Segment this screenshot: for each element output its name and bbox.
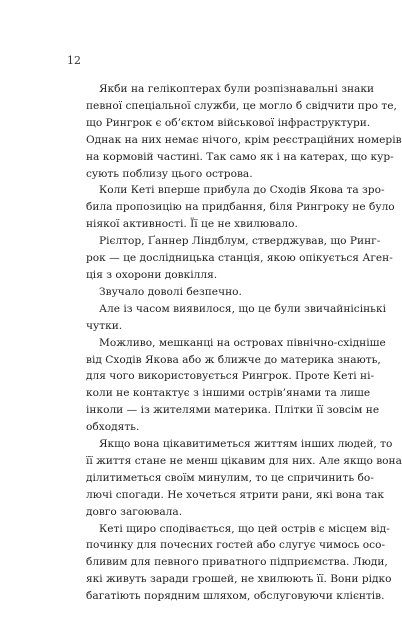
text-line: інколи — із жителями материка. Плітки її зовсім не: [86, 404, 380, 417]
paragraph: [86, 335, 386, 436]
text-line: чутки.: [86, 319, 123, 332]
text-line: Коли Кеті вперше прибула до Сходів Якова та зро-: [99, 184, 385, 197]
text-line: від Сходів Якова або ж ближче до материка знають,: [86, 353, 381, 366]
text-line: ніякої активності. Її це не хвилювало.: [86, 218, 298, 231]
text-line: рок — це дослідницька станція, якою опікується Аген-: [86, 252, 393, 265]
text-line: Якщо вона цікавитиметься життям інших людей, то: [99, 438, 393, 451]
paragraph: [86, 436, 402, 521]
text-line: Якби на гелікоптерах були розпізнавальні знаки: [99, 83, 375, 95]
text-line: била пропозицію на придбання, біля Рингроку не було: [86, 201, 395, 214]
text-line: коли не контактує з іншими острів’янами та лише: [86, 387, 371, 400]
text-line: які живуть заради грошей, не хвилюють її. Вони рідко: [86, 573, 392, 586]
paragraph: [86, 81, 402, 182]
text-line: починку для почесних гостей або слугує чимось осо-: [86, 539, 386, 552]
text-line: Однак на них немає нічого, крім реєстраційних номерів: [86, 133, 402, 146]
text-line: Кеті щиро сподівається, що цей острів є місцем від-: [99, 522, 390, 535]
text-line: Але із часом виявилося, що це були звичайнісінькі: [99, 302, 386, 315]
text-line: її життя стане не менш цікавим для них. Але якщо вона: [86, 454, 402, 467]
text-line: Рієлтор, Ґаннер Ліндблум, стверджував, що Ринг-: [99, 235, 381, 248]
paragraph: [86, 301, 386, 335]
body-text: [86, 81, 402, 605]
text-line: сують поблизу цього острова.: [86, 167, 253, 180]
text-line: Можливо, мешканці на островах північно-східніше: [99, 336, 386, 349]
text-line: певної спеціальної служби, це могло б свідчити про те,: [86, 99, 397, 112]
text-line: на кормовій частині. Так само як і на катерах, що кур-: [86, 150, 394, 163]
paragraph: [86, 284, 348, 301]
text-line: ділитиметься своїм минулим, то це спричинить бо-: [86, 471, 374, 484]
paragraph: [86, 521, 392, 606]
text-line: лючі спогади. Не хочеться ятрити рани, які вона так: [86, 488, 384, 501]
page-number: 12: [67, 54, 81, 67]
paragraph: [86, 182, 395, 233]
text-line: багатіють порядним шляхом, обслуговуючи клієнтів.: [86, 590, 385, 603]
text-line: обходять.: [86, 421, 140, 434]
paragraph: [86, 233, 393, 284]
text-line: ція з охорони довкілля.: [86, 268, 218, 281]
text-line: для чого використовується Рингрок. Проте Кеті ні-: [86, 370, 375, 383]
text-line: довго загоювала.: [86, 505, 183, 518]
text-line: бливим для певного приватного підприємства. Люди,: [86, 556, 388, 569]
text-line: Звучало доволі безпечно.: [99, 285, 242, 298]
text-line: що Рингрок є об’єктом військової інфраструктури.: [86, 116, 371, 129]
